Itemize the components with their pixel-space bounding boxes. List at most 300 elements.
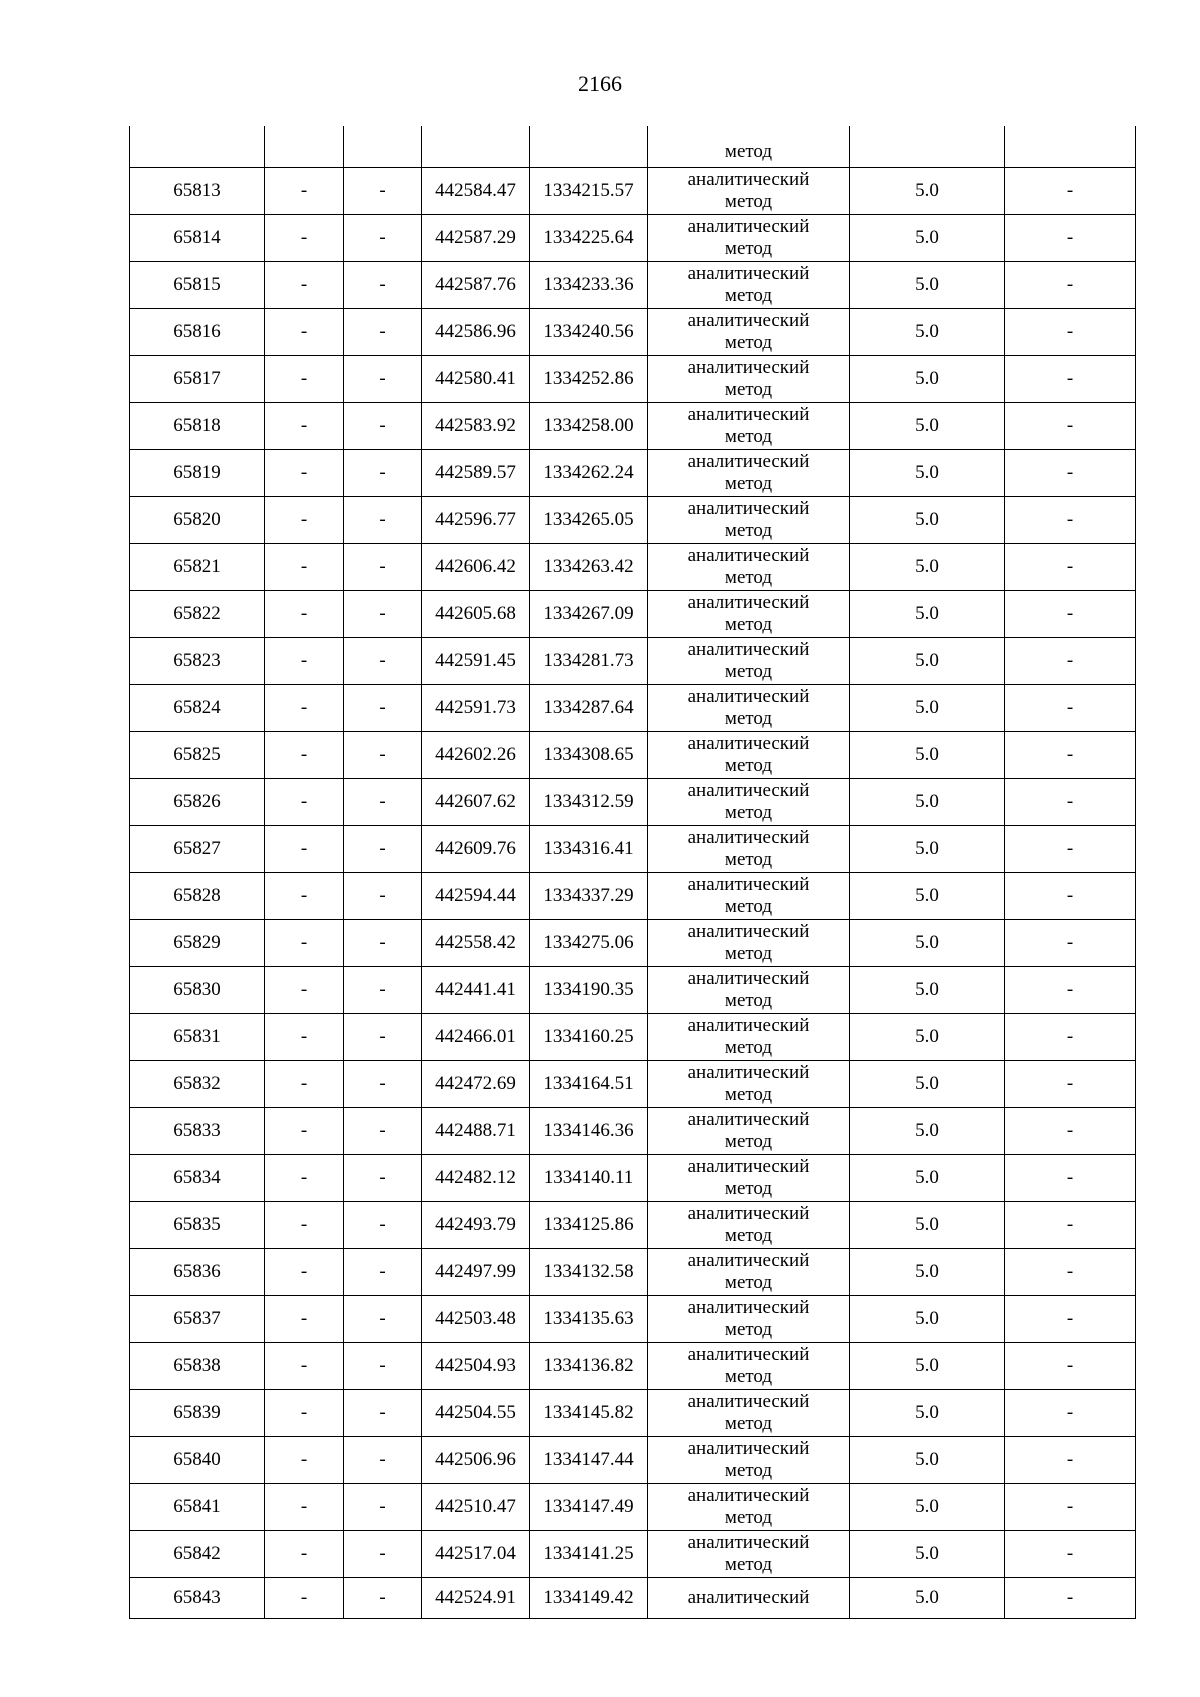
cell-y: 1334281.73 — [530, 638, 648, 685]
method-line-1: аналитический — [687, 1156, 810, 1177]
cell-method — [648, 1578, 850, 1619]
cell-empty — [422, 126, 530, 168]
cell-precision: 5.0 — [850, 685, 1005, 732]
method-line-1: аналитический — [687, 1062, 810, 1083]
cell-x: 442591.73 — [422, 685, 530, 732]
method-line-2: метод — [724, 896, 773, 917]
cell-col8: - — [1005, 920, 1136, 967]
cell-precision: 5.0 — [850, 1202, 1005, 1249]
method-line-2: метод — [724, 1131, 773, 1152]
cell-point-id: 65815 — [130, 262, 265, 309]
cell-col3: - — [344, 356, 422, 403]
cell-col2: - — [265, 1578, 344, 1619]
method-line-2: метод — [724, 1225, 773, 1246]
cell-point-id: 65820 — [130, 497, 265, 544]
method-line-1: аналитический — [687, 1391, 810, 1412]
cell-empty — [1005, 126, 1136, 168]
cell-col3: - — [344, 309, 422, 356]
cell-precision: 5.0 — [850, 779, 1005, 826]
cell-x: 442606.42 — [422, 544, 530, 591]
cell-x: 442497.99 — [422, 1249, 530, 1296]
cell-col2: - — [265, 1108, 344, 1155]
page-number: 2166 — [578, 71, 622, 96]
cell-y: 1334265.05 — [530, 497, 648, 544]
cell-col2: - — [265, 967, 344, 1014]
cell-col2: - — [265, 826, 344, 873]
table-row — [130, 309, 1136, 356]
cell-x: 442609.76 — [422, 826, 530, 873]
cell-empty — [130, 126, 265, 168]
cell-col8: - — [1005, 1061, 1136, 1108]
method-line-2: метод — [724, 1037, 773, 1058]
cell-point-id: 65823 — [130, 638, 265, 685]
cell-col8: - — [1005, 1437, 1136, 1484]
cell-point-id: 65818 — [130, 403, 265, 450]
cell-precision: 5.0 — [850, 309, 1005, 356]
cell-col8: - — [1005, 1343, 1136, 1390]
cell-empty — [344, 126, 422, 168]
cell-precision: 5.0 — [850, 1484, 1005, 1531]
cell-x: 442583.92 — [422, 403, 530, 450]
method-line-1: аналитический — [687, 968, 810, 989]
cell-y: 1334147.44 — [530, 1437, 648, 1484]
cell-col8: - — [1005, 638, 1136, 685]
table-row — [130, 450, 1136, 497]
cell-col2: - — [265, 638, 344, 685]
cell-col3: - — [344, 967, 422, 1014]
cell-precision: 5.0 — [850, 826, 1005, 873]
method-line-2: метод — [724, 1366, 773, 1387]
cell-col2: - — [265, 591, 344, 638]
cell-x: 442504.55 — [422, 1390, 530, 1437]
method-line-2: метод — [724, 1319, 773, 1340]
table-row — [130, 544, 1136, 591]
cell-x: 442602.26 — [422, 732, 530, 779]
cell-precision: 5.0 — [850, 1108, 1005, 1155]
cell-col8: - — [1005, 1484, 1136, 1531]
cell-method-continuation: метод — [648, 126, 850, 168]
cell-empty — [850, 126, 1005, 168]
cell-point-id: 65841 — [130, 1484, 265, 1531]
cell-point-id: 65832 — [130, 1061, 265, 1108]
cell-method — [648, 1155, 850, 1202]
cell-y: 1334147.49 — [530, 1484, 648, 1531]
cell-x: 442596.77 — [422, 497, 530, 544]
cell-precision: 5.0 — [850, 356, 1005, 403]
cell-col2: - — [265, 403, 344, 450]
cell-method — [648, 685, 850, 732]
cell-x: 442493.79 — [422, 1202, 530, 1249]
cell-precision: 5.0 — [850, 732, 1005, 779]
method-line-2: метод — [724, 473, 773, 494]
cell-point-id: 65843 — [130, 1578, 265, 1619]
cell-col2: - — [265, 1531, 344, 1578]
cell-point-id: 65824 — [130, 685, 265, 732]
cell-x: 442524.91 — [422, 1578, 530, 1619]
cell-col8: - — [1005, 450, 1136, 497]
cell-method — [648, 967, 850, 1014]
cell-col2: - — [265, 732, 344, 779]
cell-x: 442587.76 — [422, 262, 530, 309]
cell-col2: - — [265, 873, 344, 920]
method-line-1: аналитический — [687, 686, 810, 707]
method-line-1: аналитический — [687, 921, 810, 942]
cell-method — [648, 1531, 850, 1578]
table-row — [130, 1578, 1136, 1619]
cell-precision: 5.0 — [850, 450, 1005, 497]
cell-y: 1334233.36 — [530, 262, 648, 309]
method-line-1: аналитический — [687, 1109, 810, 1130]
cell-col8: - — [1005, 1390, 1136, 1437]
method-line-2: метод — [724, 1272, 773, 1293]
cell-x: 442517.04 — [422, 1531, 530, 1578]
cell-col3: - — [344, 403, 422, 450]
cell-precision: 5.0 — [850, 262, 1005, 309]
cell-method — [648, 1390, 850, 1437]
cell-method — [648, 1014, 850, 1061]
cell-col3: - — [344, 920, 422, 967]
table-row — [130, 1390, 1136, 1437]
cell-precision: 5.0 — [850, 920, 1005, 967]
method-line-1: аналитический — [687, 1250, 810, 1271]
cell-col3: - — [344, 1296, 422, 1343]
cell-col3: - — [344, 215, 422, 262]
cell-col8: - — [1005, 1014, 1136, 1061]
cell-precision: 5.0 — [850, 591, 1005, 638]
cell-y: 1334149.42 — [530, 1578, 648, 1619]
cell-col3: - — [344, 779, 422, 826]
table-row — [130, 1061, 1136, 1108]
method-line-2: метод — [724, 1507, 773, 1528]
cell-col8: - — [1005, 1531, 1136, 1578]
method-line-1: аналитический — [687, 545, 810, 566]
cell-method — [648, 168, 850, 215]
cell-point-id: 65814 — [130, 215, 265, 262]
cell-method — [648, 1296, 850, 1343]
cell-precision: 5.0 — [850, 1061, 1005, 1108]
cell-x: 442504.93 — [422, 1343, 530, 1390]
cell-y: 1334337.29 — [530, 873, 648, 920]
table-row — [130, 826, 1136, 873]
cell-method — [648, 450, 850, 497]
cell-col8: - — [1005, 732, 1136, 779]
cell-col2: - — [265, 215, 344, 262]
cell-col3: - — [344, 1014, 422, 1061]
method-line-2: метод — [724, 191, 773, 212]
cell-col8: - — [1005, 262, 1136, 309]
cell-col3: - — [344, 1437, 422, 1484]
cell-col2: - — [265, 1061, 344, 1108]
table-row — [130, 215, 1136, 262]
cell-point-id: 65842 — [130, 1531, 265, 1578]
cell-col3: - — [344, 168, 422, 215]
cell-method — [648, 1343, 850, 1390]
cell-precision: 5.0 — [850, 1343, 1005, 1390]
table-row — [130, 779, 1136, 826]
cell-col2: - — [265, 544, 344, 591]
cell-point-id: 65813 — [130, 168, 265, 215]
method-line-2: метод — [724, 661, 773, 682]
cell-empty — [265, 126, 344, 168]
method-line-2: метод — [724, 943, 773, 964]
cell-x: 442506.96 — [422, 1437, 530, 1484]
cell-point-id: 65828 — [130, 873, 265, 920]
method-line-2: метод — [724, 802, 773, 823]
cell-precision: 5.0 — [850, 403, 1005, 450]
method-line-1: аналитический — [687, 263, 810, 284]
method-line-1: аналитический — [687, 1532, 810, 1553]
cell-y: 1334146.36 — [530, 1108, 648, 1155]
method-line-2: метод — [724, 1554, 773, 1575]
cell-x: 442586.96 — [422, 309, 530, 356]
cell-point-id: 65839 — [130, 1390, 265, 1437]
cell-col2: - — [265, 685, 344, 732]
method-line-1: аналитический — [687, 639, 810, 660]
cell-col8: - — [1005, 1108, 1136, 1155]
cell-col8: - — [1005, 309, 1136, 356]
cell-y: 1334240.56 — [530, 309, 648, 356]
cell-col2: - — [265, 1202, 344, 1249]
cell-x: 442594.44 — [422, 873, 530, 920]
cell-point-id: 65829 — [130, 920, 265, 967]
cell-point-id: 65826 — [130, 779, 265, 826]
cell-x: 442591.45 — [422, 638, 530, 685]
table-row — [130, 168, 1136, 215]
cell-empty — [530, 126, 648, 168]
method-line-1: аналитический — [687, 1015, 810, 1036]
cell-point-id: 65837 — [130, 1296, 265, 1343]
cell-col8: - — [1005, 591, 1136, 638]
method-line-1: аналитический — [687, 1203, 810, 1224]
cell-col8: - — [1005, 1155, 1136, 1202]
cell-point-id: 65821 — [130, 544, 265, 591]
table-body — [130, 126, 1136, 1619]
cell-col3: - — [344, 497, 422, 544]
cell-precision: 5.0 — [850, 1296, 1005, 1343]
cell-method — [648, 1108, 850, 1155]
cell-precision: 5.0 — [850, 873, 1005, 920]
cell-col3: - — [344, 1249, 422, 1296]
cell-col3: - — [344, 591, 422, 638]
cell-method — [648, 544, 850, 591]
table-row — [130, 967, 1136, 1014]
cell-y: 1334262.24 — [530, 450, 648, 497]
cell-method — [648, 262, 850, 309]
method-line-1: аналитический — [687, 498, 810, 519]
cell-col8: - — [1005, 356, 1136, 403]
table-row — [130, 732, 1136, 779]
cell-col3: - — [344, 1061, 422, 1108]
table-row — [130, 591, 1136, 638]
method-line-1: аналитический — [687, 1485, 810, 1506]
cell-col2: - — [265, 497, 344, 544]
cell-col8: - — [1005, 1202, 1136, 1249]
cell-x: 442510.47 — [422, 1484, 530, 1531]
cell-point-id: 65825 — [130, 732, 265, 779]
cell-precision: 5.0 — [850, 1249, 1005, 1296]
cell-col3: - — [344, 1578, 422, 1619]
cell-y: 1334136.82 — [530, 1343, 648, 1390]
method-line-1: аналитический — [687, 310, 810, 331]
method-line-1: аналитический — [687, 357, 810, 378]
method-line-1: аналитический — [687, 216, 810, 237]
cell-precision: 5.0 — [850, 215, 1005, 262]
cell-y: 1334164.51 — [530, 1061, 648, 1108]
cell-precision: 5.0 — [850, 967, 1005, 1014]
cell-col2: - — [265, 1437, 344, 1484]
cell-col8: - — [1005, 826, 1136, 873]
cell-point-id: 65836 — [130, 1249, 265, 1296]
cell-method — [648, 873, 850, 920]
cell-y: 1334267.09 — [530, 591, 648, 638]
cell-method — [648, 1202, 850, 1249]
method-line-2: метод — [724, 1413, 773, 1434]
cell-y: 1334308.65 — [530, 732, 648, 779]
table-row — [130, 685, 1136, 732]
cell-col3: - — [344, 1343, 422, 1390]
method-line-2: метод — [724, 1178, 773, 1199]
method-line-1: аналитический — [687, 592, 810, 613]
method-line-2: метод — [724, 1460, 773, 1481]
table-row — [130, 1014, 1136, 1061]
cell-y: 1334141.25 — [530, 1531, 648, 1578]
cell-method — [648, 732, 850, 779]
table-row — [130, 920, 1136, 967]
cell-method — [648, 1249, 850, 1296]
table-row — [130, 1249, 1136, 1296]
table-row — [130, 1108, 1136, 1155]
table-row — [130, 262, 1136, 309]
method-line-2: метод — [724, 755, 773, 776]
cell-col3: - — [344, 873, 422, 920]
cell-method — [648, 356, 850, 403]
method-line-1: аналитический — [687, 827, 810, 848]
cell-col2: - — [265, 1155, 344, 1202]
cell-x: 442587.29 — [422, 215, 530, 262]
cell-col8: - — [1005, 873, 1136, 920]
cell-x: 442584.47 — [422, 168, 530, 215]
cell-method — [648, 497, 850, 544]
cell-method — [648, 1061, 850, 1108]
cell-method — [648, 215, 850, 262]
cell-x: 442589.57 — [422, 450, 530, 497]
cell-x: 442441.41 — [422, 967, 530, 1014]
table-row — [130, 1296, 1136, 1343]
cell-x: 442558.42 — [422, 920, 530, 967]
cell-y: 1334190.35 — [530, 967, 648, 1014]
cell-point-id: 65833 — [130, 1108, 265, 1155]
method-line-2: метод — [724, 426, 773, 447]
cell-col3: - — [344, 685, 422, 732]
cell-col3: - — [344, 826, 422, 873]
cell-col2: - — [265, 1249, 344, 1296]
cell-col8: - — [1005, 685, 1136, 732]
cell-method — [648, 309, 850, 356]
cell-point-id: 65822 — [130, 591, 265, 638]
cell-col2: - — [265, 1343, 344, 1390]
cell-method — [648, 779, 850, 826]
cell-col2: - — [265, 168, 344, 215]
cell-col8: - — [1005, 215, 1136, 262]
table-row — [130, 1155, 1136, 1202]
cell-method — [648, 638, 850, 685]
coordinates-table — [129, 126, 1136, 1619]
cell-point-id: 65830 — [130, 967, 265, 1014]
method-line-2: метод — [724, 332, 773, 353]
cell-y: 1334145.82 — [530, 1390, 648, 1437]
cell-precision: 5.0 — [850, 168, 1005, 215]
cell-point-id: 65835 — [130, 1202, 265, 1249]
cell-precision: 5.0 — [850, 1390, 1005, 1437]
cell-col3: - — [344, 638, 422, 685]
continuation-row — [130, 126, 1136, 168]
cell-col2: - — [265, 356, 344, 403]
cell-y: 1334125.86 — [530, 1202, 648, 1249]
cell-precision: 5.0 — [850, 1578, 1005, 1619]
cell-col2: - — [265, 450, 344, 497]
cell-col3: - — [344, 1484, 422, 1531]
cell-point-id: 65834 — [130, 1155, 265, 1202]
cell-col3: - — [344, 262, 422, 309]
cell-y: 1334215.57 — [530, 168, 648, 215]
cell-y: 1334287.64 — [530, 685, 648, 732]
method-line-1: аналитический — [687, 1438, 810, 1459]
cell-col3: - — [344, 544, 422, 591]
cell-y: 1334160.25 — [530, 1014, 648, 1061]
cell-col2: - — [265, 779, 344, 826]
table-row — [130, 1202, 1136, 1249]
cell-y: 1334312.59 — [530, 779, 648, 826]
cell-col2: - — [265, 1014, 344, 1061]
cell-method — [648, 1484, 850, 1531]
cell-col3: - — [344, 1531, 422, 1578]
cell-precision: 5.0 — [850, 1437, 1005, 1484]
cell-precision: 5.0 — [850, 544, 1005, 591]
cell-point-id: 65819 — [130, 450, 265, 497]
cell-x: 442488.71 — [422, 1108, 530, 1155]
method-line-2: метод — [724, 614, 773, 635]
method-line-2: метод — [724, 708, 773, 729]
method-line-1: аналитический — [687, 733, 810, 754]
method-line-2: метод — [724, 849, 773, 870]
method-line-2: метод — [724, 990, 773, 1011]
cell-col8: - — [1005, 168, 1136, 215]
cell-point-id: 65831 — [130, 1014, 265, 1061]
cell-x: 442482.12 — [422, 1155, 530, 1202]
table-row — [130, 1531, 1136, 1578]
cell-x: 442607.62 — [422, 779, 530, 826]
method-line-1: аналитический — [687, 780, 810, 801]
cell-y: 1334225.64 — [530, 215, 648, 262]
cell-y: 1334135.63 — [530, 1296, 648, 1343]
cell-col3: - — [344, 450, 422, 497]
cell-point-id: 65840 — [130, 1437, 265, 1484]
table-row — [130, 1484, 1136, 1531]
cell-y: 1334316.41 — [530, 826, 648, 873]
cell-col8: - — [1005, 779, 1136, 826]
method-line-1: аналитический — [687, 404, 810, 425]
table-row — [130, 497, 1136, 544]
cell-col2: - — [265, 1484, 344, 1531]
cell-col8: - — [1005, 403, 1136, 450]
table-row — [130, 356, 1136, 403]
cell-point-id: 65816 — [130, 309, 265, 356]
cell-method — [648, 403, 850, 450]
cell-method — [648, 826, 850, 873]
method-line-2: метод — [724, 238, 773, 259]
table-row — [130, 638, 1136, 685]
cell-precision: 5.0 — [850, 1531, 1005, 1578]
